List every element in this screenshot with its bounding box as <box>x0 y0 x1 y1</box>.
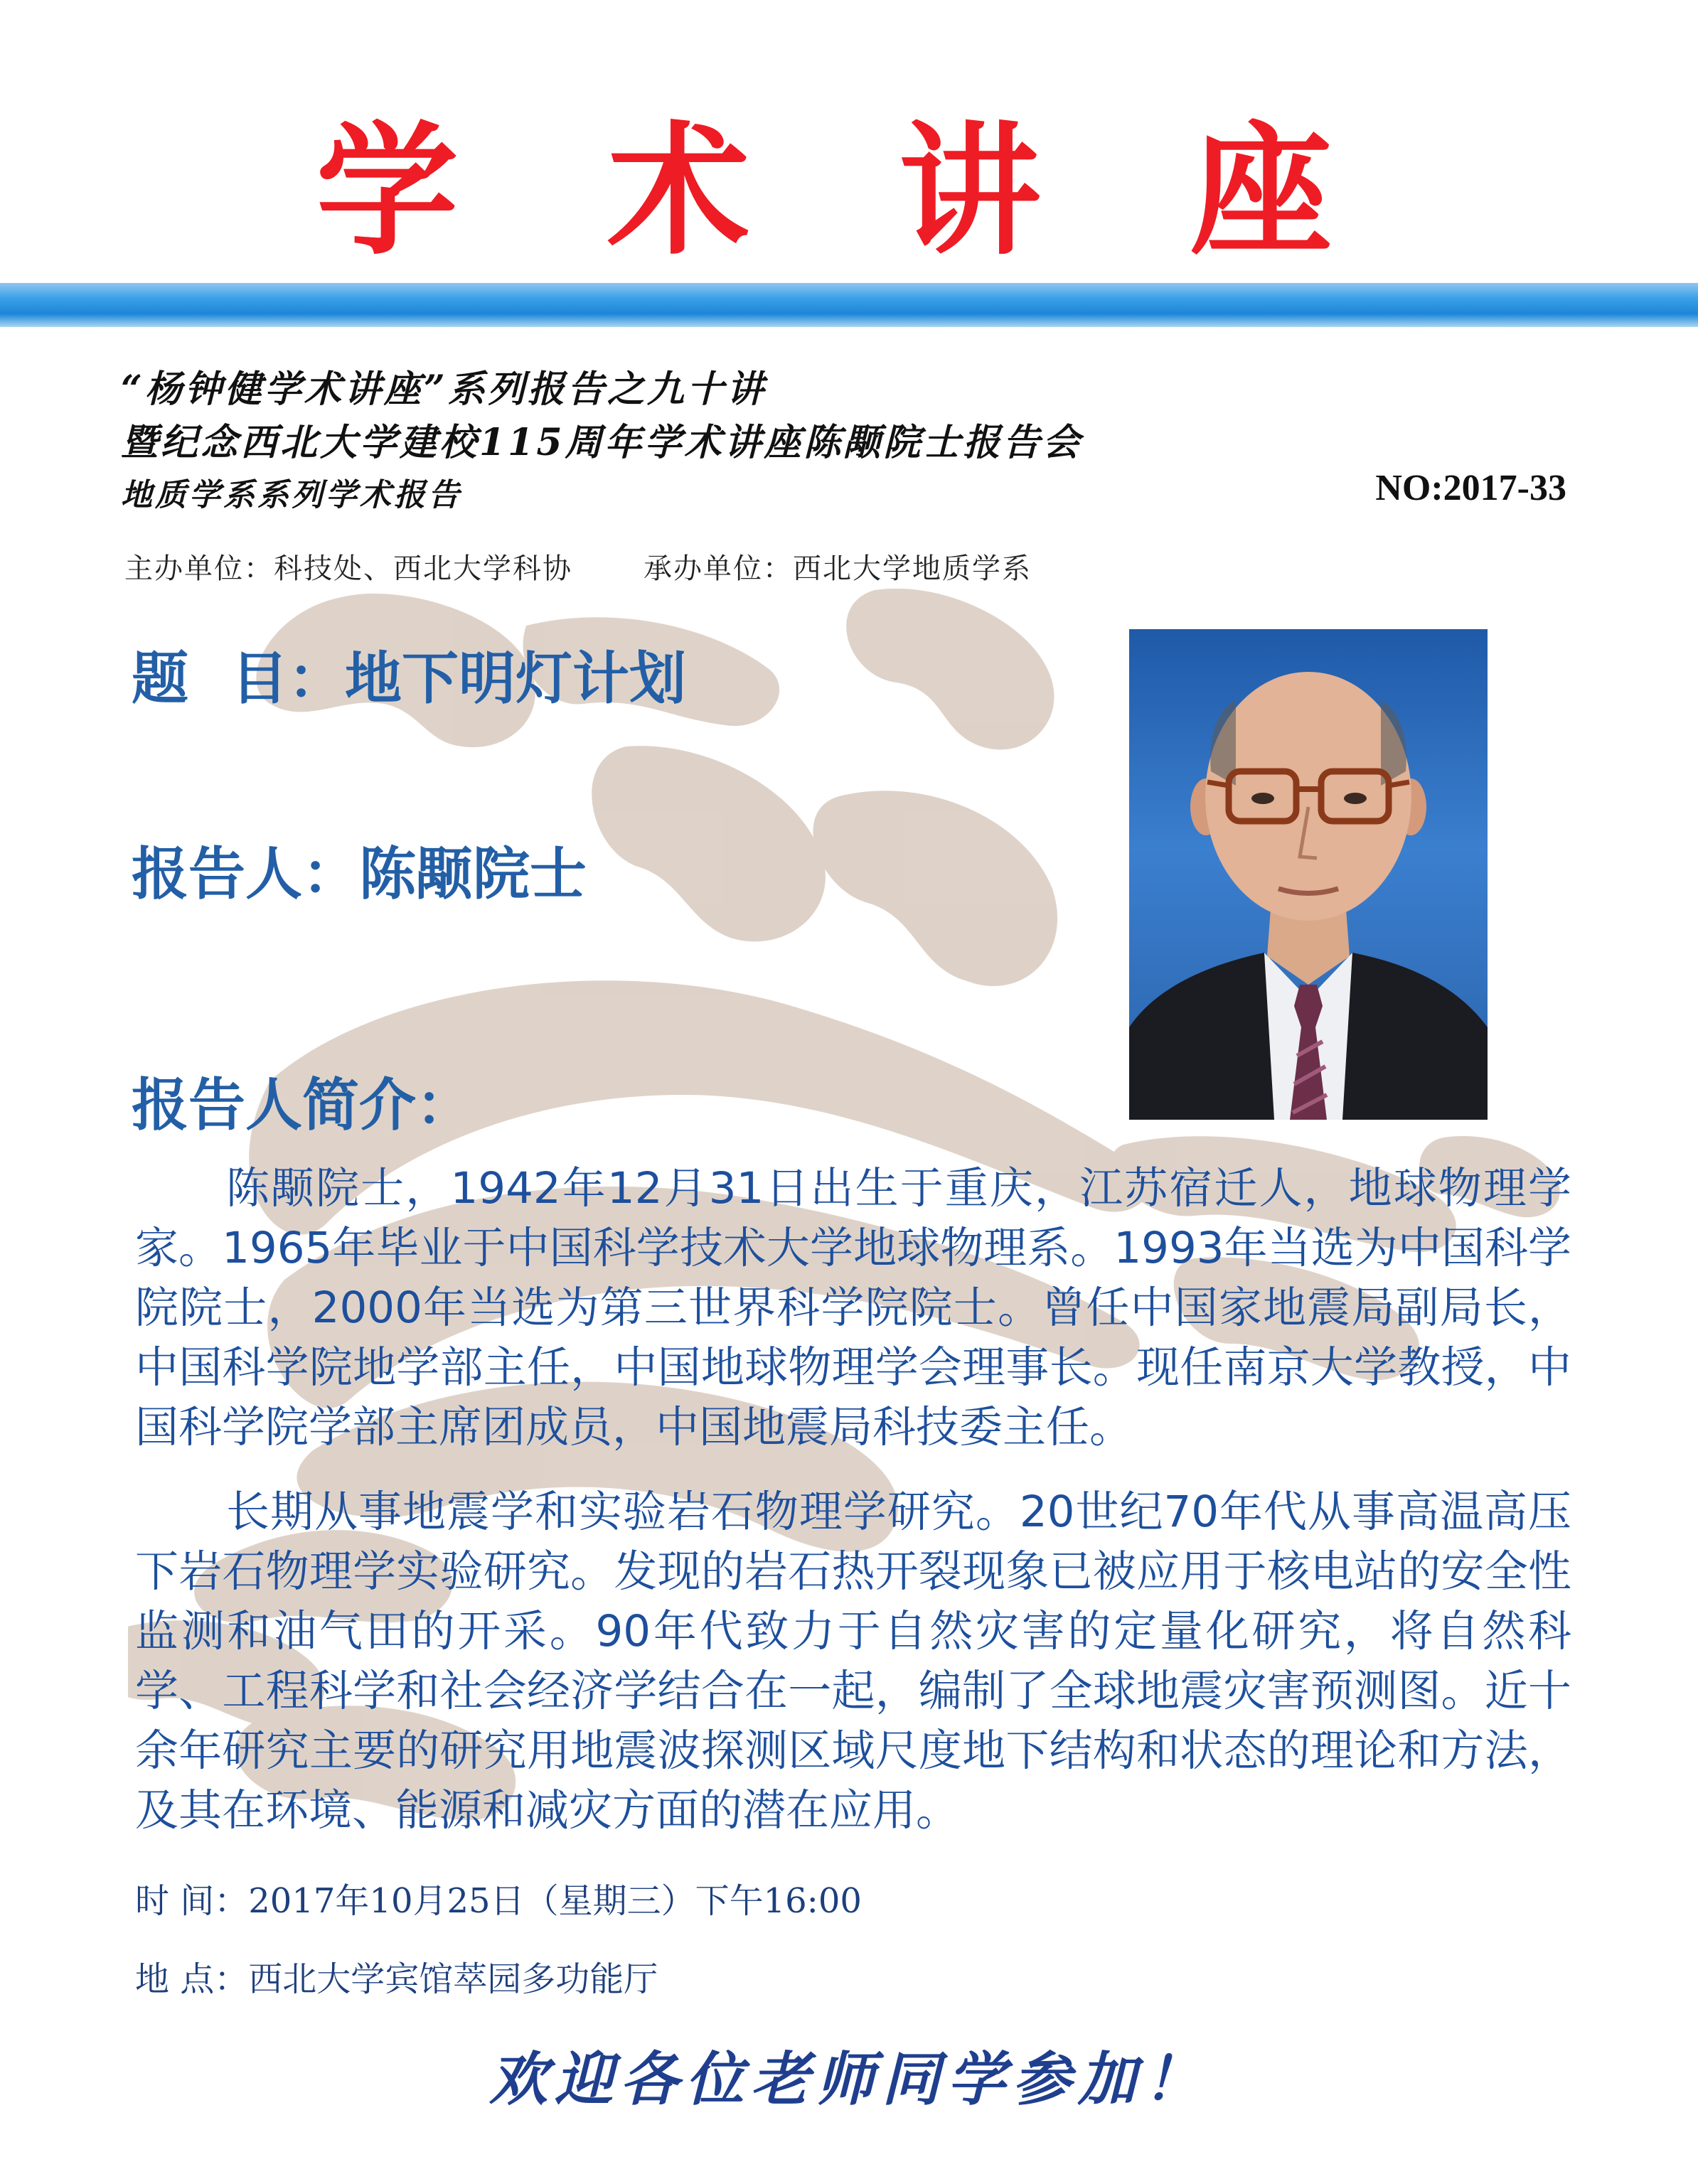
commemoration-title-line: 暨纪念西北大学建校115周年学术讲座陈颙院士报告会 <box>121 421 1083 464</box>
bio-paragraph: 长期从事地震学和实验岩石物理学研究。20世纪70年代从事高温高压下岩石物理学实验研究。发现的岩石热开裂现象已被应用于核电站的安全性监测和油气田的开采。90年代致力于自然灾害的定量化研究，将自然科学、工程科学和社会经济学结合在一起，编制了全球地震灾害预测图。近十余年研究主要的研究用地震波探测区域尺度地下结构和状态的理论和方法，及其在环境、能源和减灾方面的潜在应用。 <box>135 1487 1571 1836</box>
speaker-name: 陈颙院士 <box>359 841 587 907</box>
topic-row <box>132 633 686 714</box>
topic-value: 地下明灯计划 <box>345 646 686 712</box>
blue-divider-band <box>0 283 1698 327</box>
bio-paragraph: 陈颙院士，1942年12月31日出生于重庆，江苏宿迁人，地球物理学家。1965年毕业于中国科学技术大学地球物理系。1993年当选为中国科学院院士，2000年当选为第三世界科学院院士。曾任中国家地震局副局长，中国科学院地学部主任，中国地球物理学会理事长。现任南京大学教授，中国科学院学部主席团成员，中国地震局科技委主任。 <box>135 1163 1571 1452</box>
co-organizer: 承办单位：西北大学地质学系 <box>644 552 1032 585</box>
topic-label-1: 题 <box>132 646 188 712</box>
organizers-line <box>124 546 1032 587</box>
organizer: 主办单位：科技处、西北大学科协 <box>124 552 572 585</box>
department-series-line: 地质学系系列学术报告 <box>121 477 462 513</box>
speaker-row <box>132 828 587 910</box>
event-time: 时 间：2017年10月25日（星期三）下午16:00 <box>135 1881 862 1921</box>
event-place: 地 点：西北大学宾馆萃园多功能厅 <box>135 1959 658 1999</box>
poster-title: 学 术 讲 座 <box>316 109 1382 274</box>
welcome-message: 欢迎各位老师同学参加！ <box>489 2046 1209 2114</box>
series-title-line: “杨钟健学术讲座”系列报告之九十讲 <box>121 368 767 411</box>
topic-label-2: 目： <box>231 646 345 712</box>
report-number: NO:2017-33 <box>1375 468 1566 508</box>
speaker-label: 报告人： <box>132 841 359 907</box>
speaker-photo <box>1129 629 1488 1120</box>
bio-heading: 报告人简介： <box>132 1072 473 1138</box>
